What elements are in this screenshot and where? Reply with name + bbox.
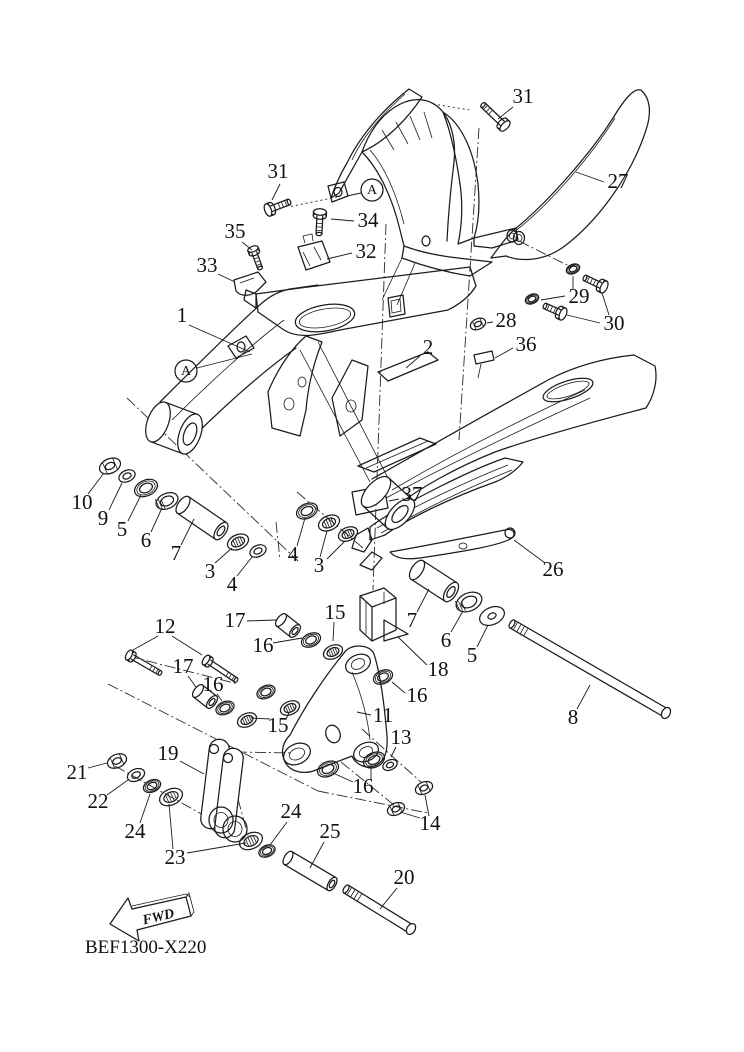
hw-washer-5-part: [477, 603, 508, 629]
leader-line-34: [331, 219, 354, 221]
hw-collar-17-part: [193, 697, 207, 708]
swingarm-part: [474, 351, 494, 364]
hw-oil-seal-16-part: [257, 684, 275, 699]
hw-collar-6: [453, 588, 485, 615]
leader-line-17: [247, 620, 276, 621]
part-label-18: 18: [427, 656, 449, 681]
hw-spacer-7-part: [173, 494, 193, 516]
part-label-36: 36: [515, 331, 537, 356]
leader-line-19: [180, 761, 204, 774]
leader-line-14: [400, 812, 420, 818]
hw-bolt-20-part: [354, 891, 359, 899]
hw-clip-32: [298, 234, 330, 270]
hw-washer-22: [125, 766, 146, 784]
hw-bolt-31-part: [286, 199, 291, 206]
swingarm-part: [300, 342, 388, 482]
leader-line-26: [514, 540, 545, 563]
inner-fender-part: [422, 236, 430, 246]
hw-grommet-29-part: [524, 292, 541, 306]
part-label-28: 28: [495, 307, 517, 332]
part-label-32: 32: [355, 238, 377, 263]
hw-bolt-12-part: [229, 674, 232, 679]
inner-fender-part: [328, 182, 348, 202]
hw-screw-35-part: [254, 257, 259, 259]
hw-oil-seal-4-part: [294, 500, 320, 522]
hw-bearing-3-part: [336, 524, 360, 544]
part-label-1: 1: [176, 302, 188, 327]
part-label-16: 16: [252, 632, 274, 657]
part-label-34: 34: [357, 207, 379, 232]
hw-washer-4: [248, 542, 268, 559]
hw-spacer-7: [173, 494, 231, 542]
leader-lines: [88, 107, 609, 909]
swingarm-part: [545, 377, 591, 402]
diagram-code: BEF1300-X220: [85, 937, 207, 958]
swingarm-part: [293, 300, 357, 336]
hw-screw-30: [542, 303, 568, 322]
inner-fender-part: [382, 112, 432, 150]
hw-bolt-31-part: [488, 110, 492, 115]
construction-lines-part: [519, 241, 571, 267]
hw-nut-10-part: [97, 455, 123, 477]
leader-line-6: [151, 508, 162, 532]
reference-letter-A: A: [366, 183, 378, 199]
leader-line-16: [273, 638, 302, 643]
hw-bearing-3-part: [326, 520, 329, 527]
leader-line-23: [169, 804, 173, 849]
part-label-24: 24: [280, 798, 302, 823]
hw-bearing-15-part: [244, 717, 247, 723]
hw-nut-28: [469, 316, 488, 332]
part-label-12: 12: [154, 613, 176, 638]
inner-fender-part: [334, 188, 342, 197]
hw-collar-17-part: [286, 614, 300, 625]
hw-screw-30-part: [590, 278, 593, 284]
part-label-25: 25: [319, 818, 341, 843]
swingarm-part: [366, 441, 428, 468]
hw-collar-6-part: [453, 588, 485, 615]
relay-arm-part: [350, 657, 367, 672]
hw-oil-seal-5: [132, 476, 160, 500]
relay-arm-part: [342, 650, 373, 677]
leader-line-4: [237, 557, 252, 576]
hw-bolt-12-part: [157, 670, 162, 676]
hw-bearing-15-part: [235, 710, 259, 730]
hw-bushing-23-part: [248, 838, 251, 846]
hw-tube-25-part: [284, 864, 328, 890]
leader-line-9: [109, 483, 122, 510]
hw-nut-14-part: [385, 800, 406, 818]
leader-line-36: [495, 348, 513, 358]
hw-bearing-3-part: [225, 531, 251, 553]
hw-nut-21: [105, 751, 129, 771]
hw-bolt-20-part: [357, 894, 362, 902]
hw-nut-14-part: [413, 779, 434, 797]
hw-bearing-15-part: [287, 705, 290, 711]
hw-oil-seal-24-part: [261, 846, 272, 856]
leader-line-31: [498, 107, 513, 119]
fwd-label: FWD: [141, 906, 176, 929]
hw-bushing-23-part: [168, 794, 171, 802]
leader-line-8: [577, 685, 590, 709]
hw-oil-seal-5-part: [132, 476, 160, 500]
hw-bolt-20: [342, 884, 418, 936]
part-label-5: 5: [466, 642, 478, 667]
hw-screw-30-part: [582, 275, 587, 282]
hw-bearing-3: [316, 512, 342, 534]
hw-clip-32-part: [303, 234, 321, 266]
hw-washer-22-part: [125, 766, 146, 784]
hw-oil-seal-16-part: [219, 703, 232, 714]
hw-tube-25-part: [325, 876, 339, 893]
hw-bearing-15-part: [333, 648, 336, 654]
part-label-16: 16: [352, 773, 374, 798]
hw-washer-13-part: [386, 761, 395, 769]
hw-screw-34-part: [316, 232, 322, 235]
chain-guide-part: [360, 552, 382, 570]
fwd-arrow: [110, 893, 194, 941]
hw-pivot-boss-left: [141, 399, 207, 458]
part-label-8: 8: [567, 704, 579, 729]
leader-line-21: [88, 763, 107, 768]
construction-lines: [108, 104, 571, 836]
hw-oil-seal-16-part: [374, 669, 393, 685]
hw-bearing-15: [321, 642, 345, 662]
part-label-7: 7: [406, 607, 418, 632]
part-label-9: 9: [97, 505, 109, 530]
hw-screw-34-part: [322, 216, 323, 234]
hw-oil-seal-16-part: [371, 667, 395, 687]
side-plate-part: [514, 232, 525, 245]
hw-screw-30-part: [542, 303, 547, 310]
leader-line-16: [392, 682, 405, 693]
hw-oil-seal-4: [294, 500, 320, 522]
hw-spacer-7-part: [211, 520, 231, 542]
leader-line-3: [215, 548, 232, 563]
chain-guide-part: [390, 529, 514, 558]
leader-line-12: [172, 636, 202, 655]
part-label-5: 5: [116, 516, 128, 541]
leader-line-12: [133, 636, 158, 650]
hw-grommet-29-part: [565, 262, 582, 276]
leader-line-23: [187, 843, 246, 853]
leader-line-33: [218, 274, 235, 282]
hw-bolt-20-part: [350, 889, 355, 897]
swingarm-part: [391, 299, 401, 313]
hw-tube-25: [281, 850, 339, 893]
part-label-19: 19: [157, 740, 179, 765]
hw-oil-seal-16: [255, 682, 277, 701]
hw-washer-4-part: [253, 547, 263, 556]
hw-bolt-12-part: [150, 665, 153, 670]
relay-arm-part: [352, 672, 370, 740]
hw-collar-7-part: [406, 558, 427, 582]
leader-line-7: [417, 589, 429, 612]
part-label-35: 35: [224, 218, 246, 243]
hw-oil-seal-16-part: [302, 632, 321, 648]
connecting-links: [200, 738, 247, 842]
hw-clip-32-part: [298, 241, 330, 270]
part-label-4: 4: [226, 571, 238, 596]
side-plate-part: [514, 118, 615, 232]
hw-bearing-15: [235, 710, 259, 730]
leader-line-35: [242, 242, 252, 250]
leader-line-27: [576, 172, 604, 182]
swingarm-part: [478, 364, 481, 378]
hw-collar-7-part: [423, 561, 457, 583]
hw-oil-seal-4-part: [297, 502, 318, 520]
swingarm-part: [256, 267, 476, 335]
part-label-3: 3: [204, 558, 216, 583]
hw-spacer-7-part: [189, 497, 227, 523]
swingarm-part: [284, 398, 294, 410]
hw-pivot-boss-left-part: [173, 411, 207, 458]
hw-bolt-20-part: [404, 922, 417, 936]
hw-bolt-20-part: [348, 885, 413, 925]
hw-washer-5: [477, 603, 508, 629]
chain-guide-part: [352, 528, 372, 552]
part-label-16: 16: [202, 671, 224, 696]
hw-collar-17-part: [287, 623, 302, 639]
leader-line-3: [327, 541, 345, 559]
leader-line-24: [270, 822, 287, 845]
hw-bushing-23-part: [171, 793, 174, 801]
leader-line-15: [333, 622, 334, 641]
part-label-16: 16: [406, 682, 428, 707]
part-label-37: 37: [401, 481, 423, 506]
hw-grommet-29: [565, 262, 582, 276]
hw-screw-34-part: [313, 208, 326, 215]
leader-line-5: [477, 625, 488, 647]
hw-nut-10: [97, 455, 123, 477]
leader-line-16: [333, 773, 353, 782]
stopper-block-part: [360, 588, 396, 607]
hw-oil-seal-16-part: [304, 634, 317, 645]
hw-collar-7: [406, 558, 461, 604]
hw-washer-9-part: [117, 467, 137, 484]
hw-bolt-12: [124, 649, 163, 676]
part-labels: [67, 84, 629, 889]
hw-collar-17-part: [204, 694, 219, 710]
inner-fender-part: [402, 246, 492, 276]
hw-oil-seal-16-part: [260, 687, 273, 698]
hw-screw-35-part: [257, 266, 263, 271]
part-label-31: 31: [512, 83, 534, 108]
hw-shaft-8: [508, 619, 673, 720]
part-label-2: 2: [422, 334, 434, 359]
construction-lines-part: [288, 197, 337, 207]
part-label-27: 27: [607, 168, 629, 193]
part-label-6: 6: [440, 627, 452, 652]
hw-bearing-15-part: [290, 704, 293, 710]
hw-tube-25-part: [292, 852, 336, 878]
part-label-7: 7: [170, 540, 182, 565]
part-label-29: 29: [568, 283, 590, 308]
hw-screw-30-part: [593, 280, 596, 286]
hw-shaft-8-part: [510, 628, 664, 717]
hw-bolt-31: [263, 199, 292, 218]
leader-line-37: [389, 499, 399, 501]
hw-bolt-12-part: [233, 677, 238, 683]
leader-line-20: [380, 888, 397, 909]
hw-tube-25-part: [281, 850, 295, 867]
part-label-26: 26: [542, 556, 564, 581]
reference-letter-A: A: [180, 364, 192, 380]
hw-shaft-8-part: [520, 626, 525, 634]
hw-nut-14: [385, 800, 406, 818]
hw-nut-21-part: [105, 751, 129, 771]
swingarm-part: [298, 377, 306, 387]
hw-bearing-3: [336, 524, 360, 544]
hw-bearing-3-part: [238, 538, 241, 545]
leader-line-ref-A: [197, 354, 252, 368]
swingarm-part: [540, 373, 595, 406]
hw-washer-4-part: [248, 542, 268, 559]
leader-line-7: [181, 519, 194, 545]
hw-bolt-31-part: [278, 203, 280, 209]
leader-line-11: [357, 712, 371, 715]
inner-fender-part: [331, 89, 422, 198]
part-label-4: 4: [287, 541, 299, 566]
hw-bolt-12-part: [153, 667, 156, 672]
hw-oil-seal-5-part: [138, 481, 154, 495]
hw-oil-seal-16: [299, 630, 323, 650]
hw-bushing-23-part: [251, 837, 254, 845]
part-label-14: 14: [419, 810, 441, 835]
leader-line-29: [541, 296, 565, 300]
part-label-22: 22: [87, 788, 109, 813]
hw-washer-5-part: [487, 612, 497, 621]
hw-bolt-12-part: [226, 672, 229, 677]
hw-bearing-3-part: [316, 512, 342, 534]
inner-fender-part: [362, 152, 404, 246]
hw-bearing-15-part: [330, 649, 333, 655]
hw-bearing-15-part: [321, 642, 345, 662]
hw-collar-7-part: [440, 580, 461, 604]
part-label-15: 15: [267, 712, 289, 737]
hw-washer-9-part: [122, 472, 132, 481]
relay-arm-part: [280, 739, 314, 769]
hw-screw-35-part: [256, 264, 261, 266]
chain-guide-part: [459, 543, 467, 549]
part-label-30: 30: [603, 310, 625, 335]
hw-screw-35-part: [255, 260, 260, 262]
hw-oil-seal-16-part: [255, 682, 277, 701]
hw-oil-seal-4-part: [300, 505, 315, 517]
leader-line-28: [487, 322, 493, 323]
hw-washer-9: [117, 467, 137, 484]
hw-clamp-33-part: [240, 278, 254, 283]
hw-oil-seal-5-part: [135, 478, 158, 497]
leader-line-30: [567, 315, 600, 323]
relay-arm-part: [287, 746, 306, 763]
hw-bolt-31-part: [281, 201, 283, 207]
part-label-13: 13: [390, 724, 412, 749]
construction-lines-part: [276, 522, 280, 560]
hw-bolt-31: [480, 102, 512, 133]
chain-guide: [352, 458, 523, 570]
hw-shaft-8-part: [514, 620, 668, 709]
hw-oil-seal-16-part: [364, 751, 385, 769]
part-label-3: 3: [313, 552, 325, 577]
hw-shaft-8-part: [524, 628, 529, 636]
hw-bolt-31-part: [486, 107, 490, 112]
leader-line-18: [398, 637, 427, 665]
stopper-block: [360, 588, 408, 641]
leader-line-31: [272, 184, 280, 200]
hw-washer-22-part: [131, 770, 142, 779]
hw-shaft-8-part: [517, 624, 522, 632]
hw-bolt-20-part: [344, 893, 409, 933]
hw-bolt-31-part: [485, 103, 504, 121]
leader-line-25: [310, 842, 324, 868]
hw-bolt-31-part: [481, 107, 500, 125]
part-label-11: 11: [372, 702, 394, 727]
hw-oil-seal-24-part: [259, 844, 275, 858]
hw-oil-seal-16-part: [216, 700, 234, 715]
part-label-6: 6: [140, 527, 152, 552]
hw-screw-34: [313, 208, 326, 235]
swingarm-part: [298, 305, 352, 332]
hw-nut-14: [413, 779, 434, 797]
leader-line-6: [451, 611, 463, 632]
swingarm-part: [268, 336, 322, 436]
hw-shaft-8-part: [660, 706, 673, 720]
hw-nut-28-part: [469, 316, 488, 332]
part-label-31: 31: [267, 158, 289, 183]
relay-arm-part: [323, 723, 342, 745]
hw-oil-seal-16: [371, 667, 395, 687]
hw-oil-seal-16-part: [299, 630, 323, 650]
swingarm-part: [388, 295, 405, 317]
hw-bearing-3-part: [235, 539, 238, 546]
hw-screw-34-part: [316, 216, 317, 234]
swingarm-part: [332, 360, 368, 436]
leader-line-32: [327, 253, 352, 259]
part-label-33: 33: [196, 252, 218, 277]
hw-bearing-3: [225, 531, 251, 553]
part-label-20: 20: [393, 864, 415, 889]
hw-oil-seal-16-part: [367, 754, 382, 766]
leader-line-22: [107, 780, 128, 795]
hw-bearing-3-part: [345, 531, 348, 537]
leader-line-5: [128, 495, 141, 521]
hw-pivot-boss-right-part: [356, 472, 396, 513]
hw-pivot-boss-left-part: [141, 399, 175, 446]
leader-line-ref-A: [347, 193, 361, 196]
part-label-10: 10: [71, 489, 93, 514]
stopper-block-part: [366, 592, 384, 634]
inner-fender-part: [382, 258, 415, 305]
part-label-23: 23: [164, 844, 186, 869]
hw-screw-30-part: [550, 306, 553, 312]
inner-fender-part: [474, 228, 518, 248]
hw-collar-17: [273, 612, 302, 639]
hw-bearing-15-part: [247, 716, 250, 722]
hw-spacer-7-part: [177, 513, 215, 539]
part-label-21: 21: [66, 759, 88, 784]
hw-grommet-29: [524, 292, 541, 306]
part-label-17: 17: [172, 653, 194, 678]
part-label-15: 15: [324, 599, 346, 624]
part-label-24: 24: [124, 818, 146, 843]
part-label-17: 17: [224, 607, 246, 632]
hw-collar-17-part: [276, 626, 290, 637]
